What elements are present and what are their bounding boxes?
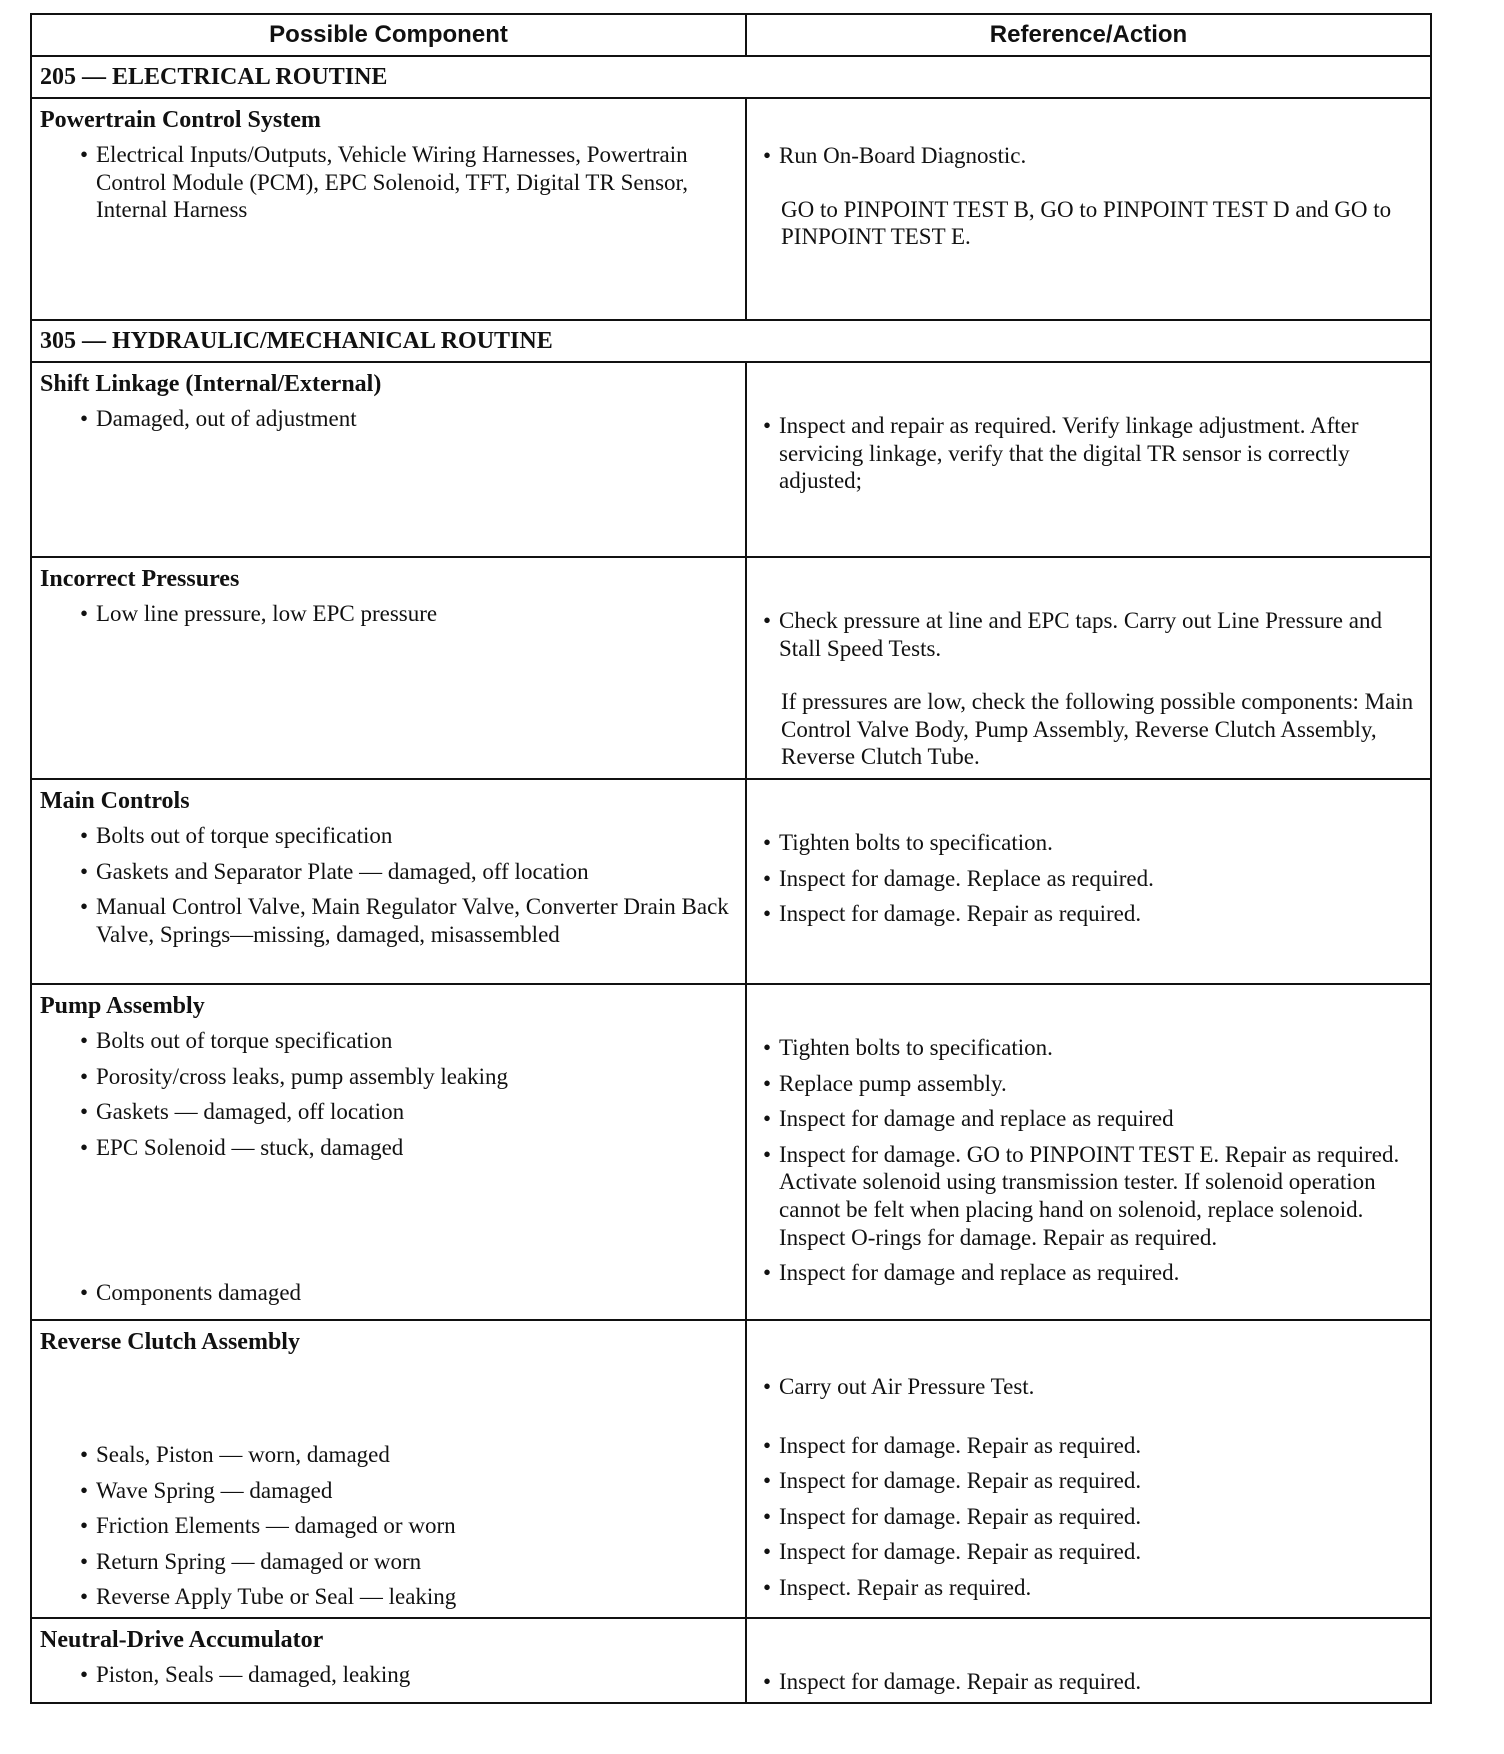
list-item: • Inspect. Repair as required. bbox=[755, 1574, 1422, 1602]
group-title: Neutral-Drive Accumulator bbox=[40, 1626, 324, 1653]
list-item: • Bolts out of torque specification bbox=[40, 1027, 737, 1055]
diagnosis-table bbox=[30, 13, 1432, 1704]
component-list bbox=[40, 600, 737, 628]
table-row bbox=[31, 1320, 1431, 1618]
list-item: • Check pressure at line and EPC taps. Carry out Line Pressure and Stall Speed Tests. bbox=[755, 607, 1422, 662]
component-list bbox=[40, 405, 737, 433]
component-cell bbox=[31, 1320, 746, 1618]
action-cell bbox=[746, 1320, 1431, 1618]
list-item: • Inspect for damage and replace as required. bbox=[755, 1259, 1422, 1287]
component-cell bbox=[31, 98, 746, 320]
component-list bbox=[40, 141, 737, 224]
table-row bbox=[31, 557, 1431, 779]
list-item: • Reverse Apply Tube or Seal — leaking bbox=[40, 1583, 737, 1611]
list-item: • Porosity/cross leaks, pump assembly leaking bbox=[40, 1063, 737, 1091]
list-item: • Tighten bolts to specification. bbox=[755, 829, 1422, 857]
component-cell bbox=[31, 779, 746, 984]
list-item: • Manual Control Valve, Main Regulator Valve, Converter Drain Back Valve, Springs—missing, damaged, misassembled bbox=[40, 893, 737, 948]
action-cell bbox=[746, 98, 1431, 320]
section-row bbox=[31, 56, 1431, 98]
list-item: • Inspect for damage. Repair as required. bbox=[755, 1668, 1422, 1696]
section-title: 305 — HYDRAULIC/MECHANICAL ROUTINE bbox=[31, 320, 1431, 362]
list-item: • Inspect and repair as required. Verify linkage adjustment. After servicing linkage, verify that the digital TR sensor is correctly adjusted; bbox=[755, 412, 1422, 495]
action-cell bbox=[746, 984, 1431, 1320]
list-item: • Inspect for damage. GO to PINPOINT TEST E. Repair as required. Activate solenoid using transmission tester. If solenoid operation cannot be felt when placing hand on solenoid, replace solenoid. Inspect O-rings for damage. Repair as required. bbox=[755, 1141, 1422, 1251]
component-list bbox=[40, 1661, 737, 1689]
list-item: • Carry out Air Pressure Test. bbox=[755, 1373, 1422, 1401]
section-row bbox=[31, 320, 1431, 362]
list-item: • Run On-Board Diagnostic. bbox=[755, 142, 1422, 170]
list-item: • Gaskets and Separator Plate — damaged, off location bbox=[40, 858, 737, 886]
list-item: • Seals, Piston — worn, damaged bbox=[40, 1441, 737, 1469]
list-item: • Piston, Seals — damaged, leaking bbox=[40, 1661, 737, 1689]
component-list bbox=[40, 1441, 737, 1611]
list-item: • Damaged, out of adjustment bbox=[40, 405, 737, 433]
action-list bbox=[755, 992, 1422, 1287]
list-item: • Components damaged bbox=[40, 1279, 737, 1307]
table-row bbox=[31, 98, 1431, 320]
action-cell bbox=[746, 557, 1431, 779]
component-list bbox=[40, 822, 737, 948]
action-note: If pressures are low, check the following possible components: Main Control Valve Body, Pump Assembly, Reverse Clutch Assembly, Reverse Clutch Tube. bbox=[781, 689, 1414, 770]
action-list bbox=[755, 565, 1422, 662]
action-note: GO to PINPOINT TEST B, GO to PINPOINT TEST D and GO to PINPOINT TEST E. bbox=[781, 196, 1392, 250]
list-item: • Low line pressure, low EPC pressure bbox=[40, 600, 737, 628]
action-cell bbox=[746, 779, 1431, 984]
component-list bbox=[40, 1027, 737, 1307]
list-item: • Return Spring — damaged or worn bbox=[40, 1548, 737, 1576]
list-item: • Inspect for damage. Repair as required. bbox=[755, 1467, 1422, 1495]
action-list bbox=[755, 787, 1422, 928]
table-row bbox=[31, 984, 1431, 1320]
component-cell bbox=[31, 1618, 746, 1703]
list-item: • Inspect for damage. Repair as required. bbox=[755, 1432, 1422, 1460]
list-item: • Wave Spring — damaged bbox=[40, 1477, 737, 1505]
group-title: Main Controls bbox=[40, 788, 190, 814]
list-item: • Tighten bolts to specification. bbox=[755, 1034, 1422, 1062]
component-cell bbox=[31, 557, 746, 779]
list-item: • Inspect for damage. Repair as required. bbox=[755, 1538, 1422, 1566]
section-title: 205 — ELECTRICAL ROUTINE bbox=[31, 56, 1431, 98]
component-cell bbox=[31, 984, 746, 1320]
list-item: • Electrical Inputs/Outputs, Vehicle Wiring Harnesses, Powertrain Control Module (PCM), EPC Solenoid, TFT, Digital TR Sensor, Internal Harness bbox=[40, 141, 737, 224]
component-cell bbox=[31, 362, 746, 557]
list-item: • Replace pump assembly. bbox=[755, 1070, 1422, 1098]
table-row bbox=[31, 362, 1431, 557]
group-title: Reverse Clutch Assembly bbox=[40, 1329, 300, 1355]
action-cell bbox=[746, 1618, 1431, 1703]
action-list bbox=[755, 370, 1422, 495]
group-title: Shift Linkage (Internal/External) bbox=[40, 371, 382, 397]
table-header-row bbox=[31, 14, 1431, 56]
diagnosis-table-page bbox=[30, 13, 1430, 1704]
group-title: Pump Assembly bbox=[40, 993, 205, 1019]
list-item: • EPC Solenoid — stuck, damaged bbox=[40, 1134, 737, 1162]
list-item: • Bolts out of torque specification bbox=[40, 822, 737, 850]
action-list bbox=[755, 1328, 1422, 1602]
list-item: • Friction Elements — damaged or worn bbox=[40, 1512, 737, 1540]
column-header-action: Reference/Action bbox=[746, 14, 1431, 56]
group-title: Powertrain Control System bbox=[40, 107, 321, 133]
list-item: • Inspect for damage. Repair as required. bbox=[755, 1503, 1422, 1531]
table-row bbox=[31, 1618, 1431, 1703]
list-item: • Inspect for damage. Repair as required. bbox=[755, 900, 1422, 928]
column-header-component: Possible Component bbox=[31, 14, 746, 56]
action-cell bbox=[746, 362, 1431, 557]
action-list bbox=[755, 1626, 1422, 1696]
list-item: • Gaskets — damaged, off location bbox=[40, 1098, 737, 1126]
group-title: Incorrect Pressures bbox=[40, 566, 240, 592]
action-list bbox=[755, 142, 1422, 170]
list-item: • Inspect for damage. Replace as required. bbox=[755, 865, 1422, 893]
list-item: • Inspect for damage and replace as required bbox=[755, 1105, 1422, 1133]
table-row bbox=[31, 779, 1431, 984]
